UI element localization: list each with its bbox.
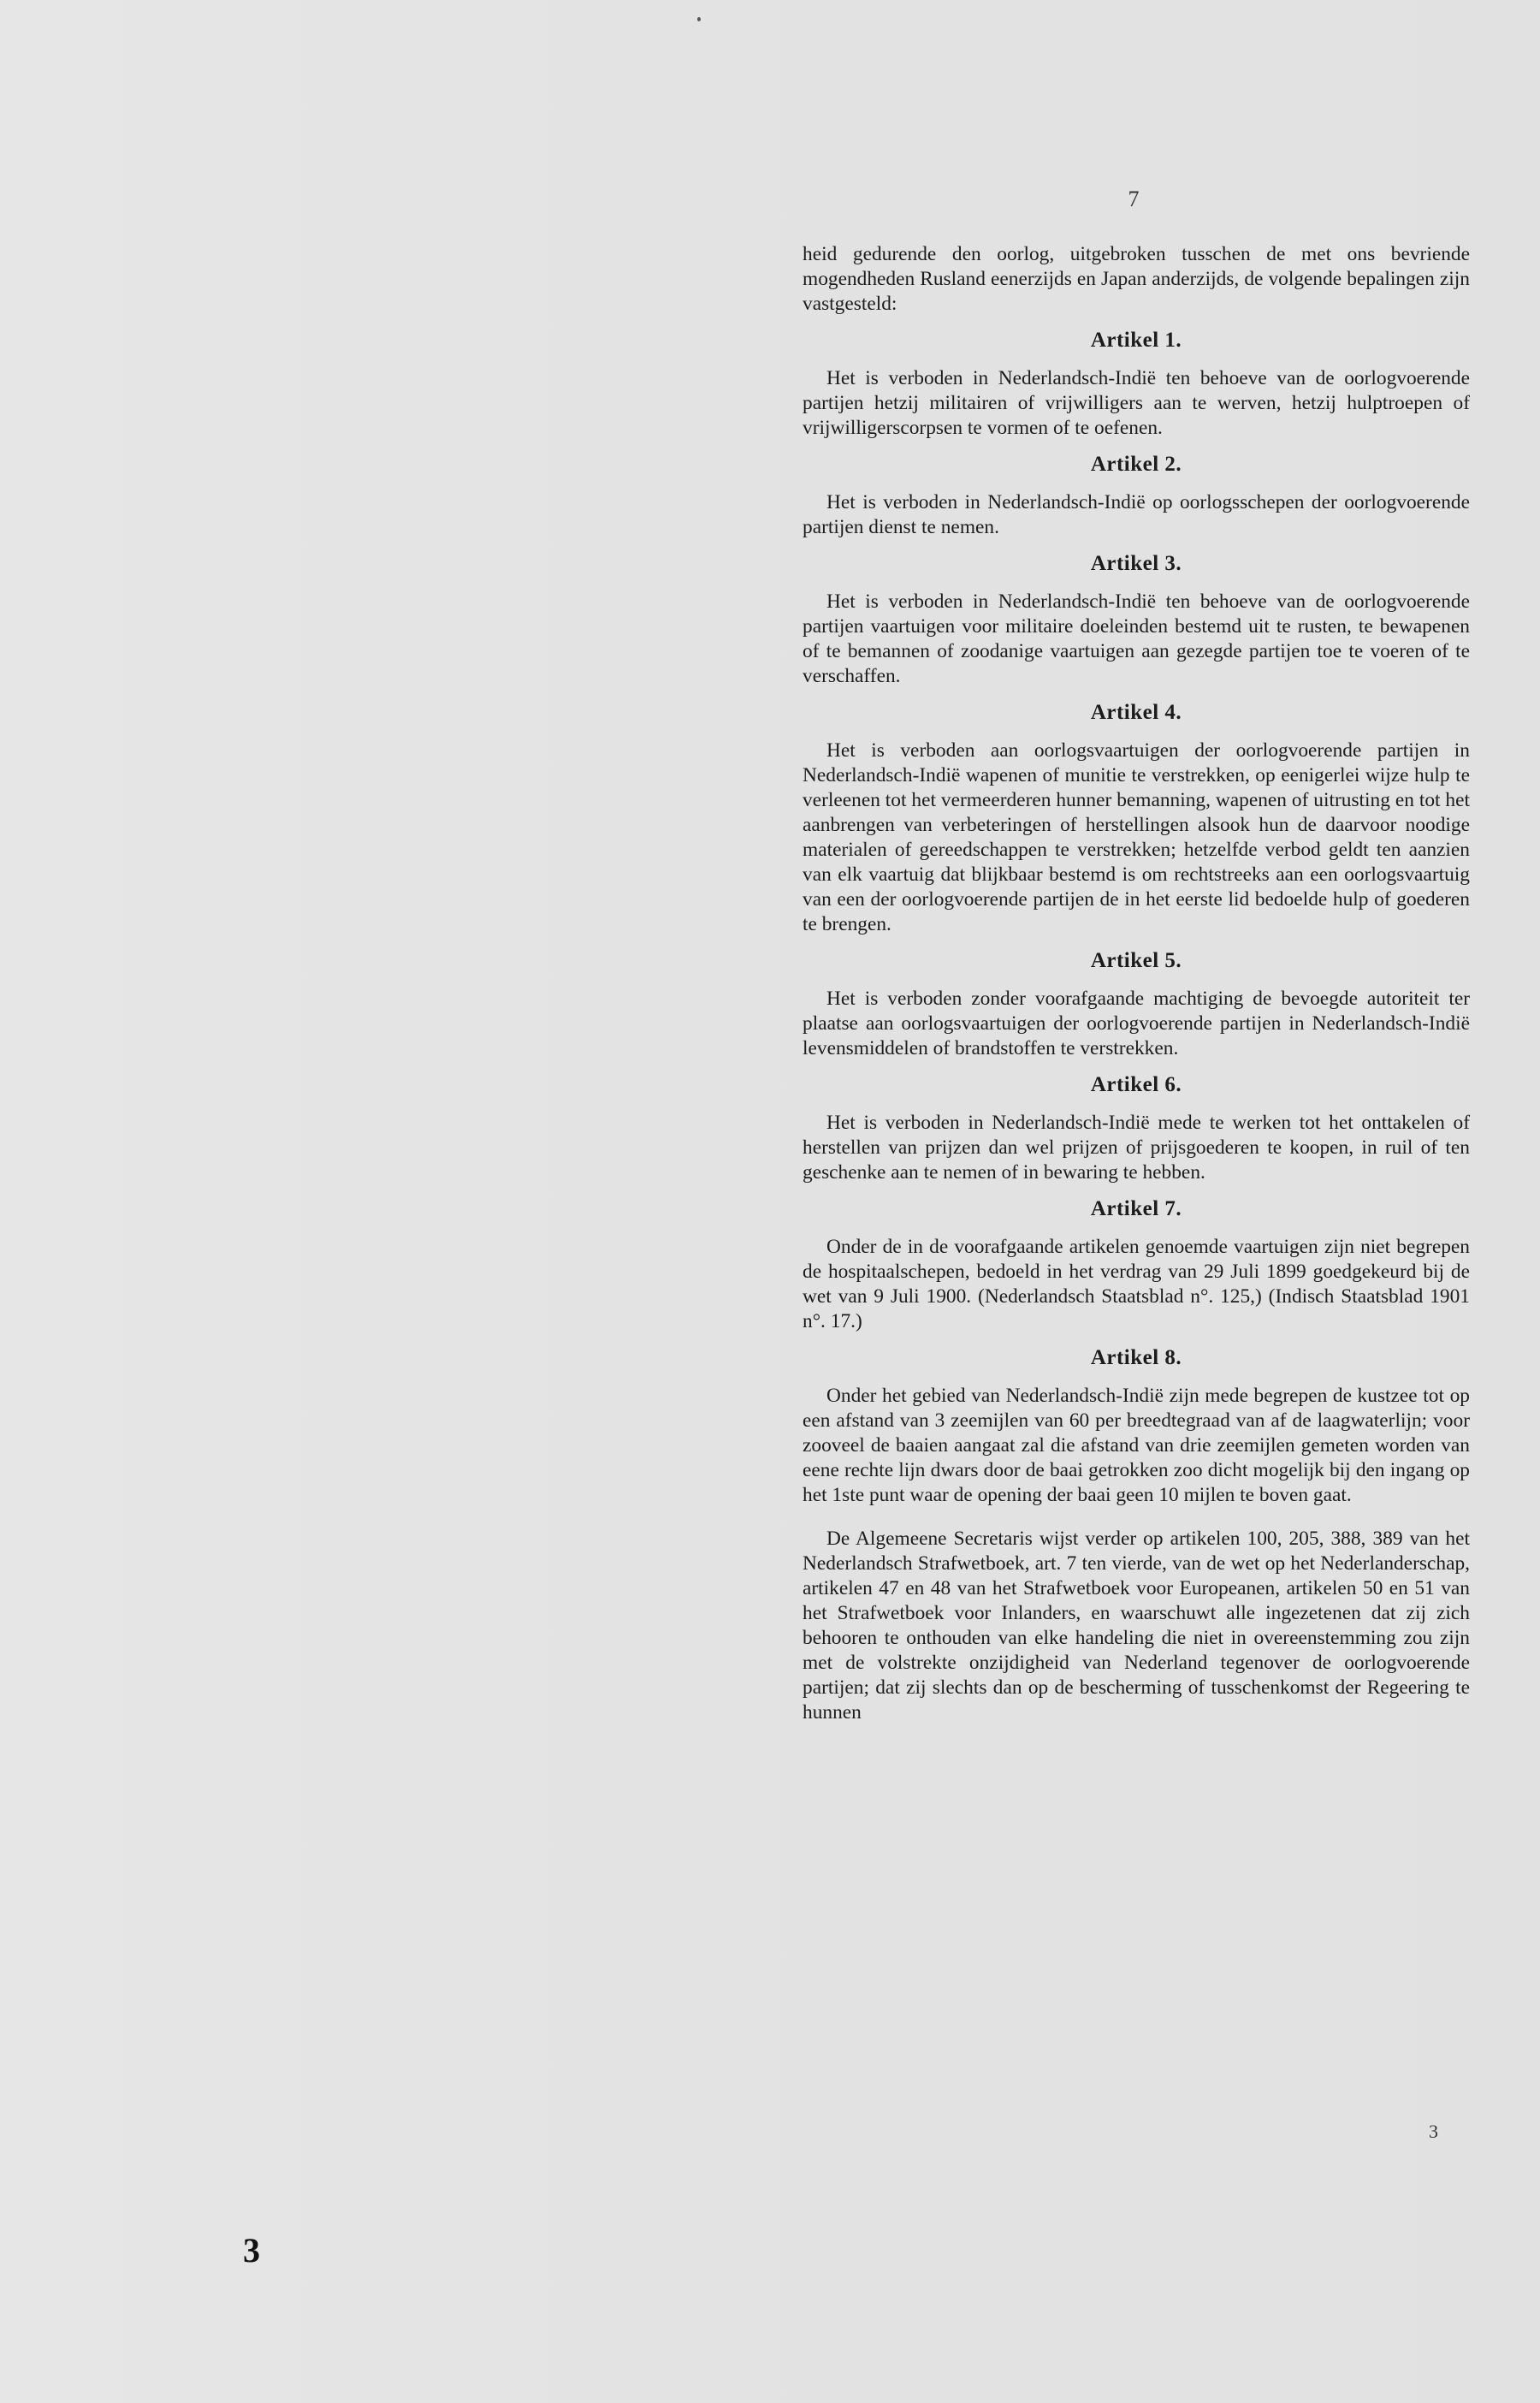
article-text-7: Onder de in de voorafgaande artikelen genoemde vaartuigen zijn niet begrepen de hospitaalschepen, bedoeld in het verdrag van 29 Juli 1899 goedgekeurd bij de wet van 9 Juli 1900. (Nederlandsch Staatsblad n°. 125,) (Indisch Staatsblad 1901 n°. 17.) xyxy=(803,1236,1470,1332)
signature-mark: 3 xyxy=(1429,2121,1438,2142)
article-text-3: Het is verboden in Nederlandsch-Indië ten behoeve van de oorlogvoerende partijen vaartuigen voor militaire doeleinden bestemd uit te rusten, te bewapenen of te bemannen of zoodanige vaartuigen aan gezegde partijen toe te voeren of te verschaffen. xyxy=(803,590,1470,687)
article-heading-4: Artikel 4. xyxy=(1090,701,1182,724)
gathering-number: 3 xyxy=(243,2231,260,2270)
article-heading-2: Artikel 2. xyxy=(1090,453,1182,476)
text-column xyxy=(803,242,1470,1725)
article-text-6: Het is verboden in Nederlandsch-Indië mede te werken tot het onttakelen of herstellen van prijzen dan wel prijzen of prijsgoederen te koopen, in ruil of ten geschenke aan te nemen of in bewaring te hebben. xyxy=(803,1112,1470,1184)
article-heading-6: Artikel 6. xyxy=(1090,1073,1182,1096)
article-text-4: Het is verboden aan oorlogsvaartuigen der oorlogvoerende partijen in Nederlandsch-Indië wapenen of munitie te verstrekken, op eenigerlei wijze hulp te verleenen tot het vermeerderen hunner bemanning, wapenen of uitrusting en tot het aanbrengen van verbeteringen of herstellingen alsook hun de daarvoor noodige materialen of gereedschappen te verstrekken; hetzelfde verbod geldt ten aanzien van elk vaartuig dat blijkbaar bestemd is om rechtstreeks aan een oorlogsvaartuig van een der oorlogvoerende partijen de in het eerste lid bedoelde hulp of goederen te brengen. xyxy=(803,739,1470,935)
article-text-2: Het is verboden in Nederlandsch-Indië op oorlogsschepen der oorlogvoerende partijen dienst te nemen. xyxy=(803,491,1470,538)
article-text-8: Onder het gebied van Nederlandsch-Indië zijn mede begrepen de kustzee tot op een afstand van 3 zeemijlen van 60 per breedtegraad van af de laagwaterlijn; voor zooveel de baaien aangaat zal die afstand van drie zeemijlen gemeten worden van eene rechte lijn dwars door de baai getrokken zoo dicht mogelijk bij den ingang op het 1ste punt waar de opening der baai geen 10 mijlen te boven gaat. xyxy=(803,1385,1470,1506)
intro-paragraph: heid gedurende den oorlog, uitgebroken tusschen de met ons bevriende mogendheden Rusland eenerzijds en Japan anderzijds, de volgende bepalingen zijn vastgesteld: xyxy=(803,243,1470,315)
page-number: 7 xyxy=(1128,187,1140,211)
article-heading-5: Artikel 5. xyxy=(1090,949,1182,972)
article-text-5: Het is verboden zonder voorafgaande machtiging de bevoegde autoriteit ter plaatse aan oorlogsvaartuigen der oorlogvoerende partijen in Nederlandsch-Indië levensmiddelen of brandstoffen te verstrekken. xyxy=(803,988,1470,1059)
article-heading-8: Artikel 8. xyxy=(1090,1346,1182,1369)
scan-speck xyxy=(697,17,701,21)
closing-paragraph: De Algemeene Secretaris wijst verder op artikelen 100, 205, 388, 389 van het Nederlandsch Strafwetboek, art. 7 ten vierde, van de wet op het Nederlanderschap, artikelen 47 en 48 van het Strafwetboek voor Europeanen, artikelen 50 en 51 van het Strafwetboek voor Inlanders, en waarschuwt alle ingezetenen dat zij zich behooren te onthouden van elke handeling die niet in overeenstemming zou zijn met de volstrekte onzijdigheid van Nederland tegenover de oorlogvoerende partijen; dat zij slechts dan op de bescherming of tusschenkomst der Regeering te hunnen xyxy=(803,1528,1470,1724)
article-heading-7: Artikel 7. xyxy=(1090,1197,1182,1220)
article-heading-3: Artikel 3. xyxy=(1090,552,1182,575)
article-text-1: Het is verboden in Nederlandsch-Indië ten behoeve van de oorlogvoerende partijen hetzij militairen of vrijwilligers aan te werven, hetzij hulptroepen of vrijwilligerscorpsen te vormen of te oefenen. xyxy=(803,367,1470,439)
article-heading-1: Artikel 1. xyxy=(1090,329,1182,352)
